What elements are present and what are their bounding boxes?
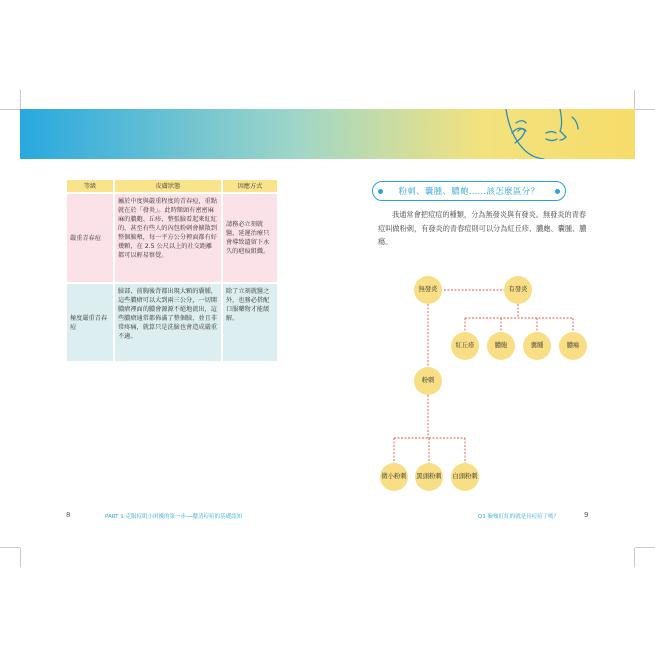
node-red-papule: 紅丘疹	[451, 332, 479, 360]
crop-mark	[635, 109, 655, 110]
table-header-row	[67, 180, 277, 193]
left-running-head: PART 1 克服痘肌小困擾的第一步──釐清痘痘的基礎認知	[105, 514, 243, 520]
node-cyst: 囊腫	[523, 332, 551, 360]
right-page-number: 9	[584, 511, 589, 519]
node-whitehead: 白頭粉刺	[451, 463, 479, 491]
right-running-head: Q1 臉頰紅紅的就是長痘痘了嗎？	[478, 514, 560, 520]
cell-level: 極度嚴重青春痘	[67, 283, 114, 361]
crop-mark	[0, 109, 20, 110]
acne-severity-table	[67, 180, 277, 361]
node-non-inflamed: 無發炎	[414, 276, 442, 304]
crop-mark	[635, 547, 655, 548]
table-row	[67, 193, 277, 283]
left-page-number: 8	[66, 511, 71, 519]
crop-mark	[0, 547, 20, 548]
crop-mark	[634, 90, 635, 109]
header-skin-state: 皮膚狀態	[114, 180, 222, 193]
body-paragraph: 我通常會把痘痘的種類，分為無發炎與有發炎。無發炎的青春痘叫做粉刺，有發炎的青春痘則可以分為紅丘疹、膿皰、囊腫、膿瘍。	[378, 210, 587, 246]
node-comedo: 粉刺	[414, 367, 442, 395]
node-abscess: 膿瘍	[559, 332, 587, 360]
cell-skin-state: 屬於中度與嚴重程度的青春痘，重點就在於「發炎」。此時額頭有密密麻麻的膿皰、丘疹，整張臉看起來紅紅的，甚至有些人的內包粉刺會擴散到整個臉頰，每一平方公分裡面都有好幾顆，在 2.5 公尺以上的社交距離都可以輕易察覺。	[114, 193, 222, 283]
node-inflamed: 有發炎	[504, 276, 532, 304]
cell-response: 除了立刻就醫之外，也務必搭配口服藥物才能緩解。	[222, 283, 277, 361]
crop-mark	[634, 548, 635, 567]
node-blackhead: 黑頭粉刺	[415, 463, 443, 491]
face-illustration-icon	[498, 109, 588, 159]
cell-level: 嚴重青春痘	[67, 193, 114, 283]
crop-mark	[20, 90, 21, 109]
crop-mark	[20, 548, 21, 567]
cell-response: 請務必立刻就醫，延遲治療只會導致遺留下永久的疤痕組織。	[222, 193, 277, 283]
table-row	[67, 283, 277, 361]
question-title: 粉刺、囊腫、膿皰……該怎麼區分？	[372, 181, 566, 201]
header-level: 等級	[67, 180, 114, 193]
node-microcomedo: 微小粉刺	[380, 463, 408, 491]
header-response: 因應方式	[222, 180, 277, 193]
cell-skin-state: 臉部、前胸後背都出現大顆的囊腫，這些膿瘡可以大到兩三公分，一切開膿瘡裡面的膿會源源不絕地流出，這些膿瘡通常都佈滿了整個臉，並且非常疼痛，就算只是洗臉也會造成嚴重不適。	[114, 283, 222, 361]
node-pustule: 膿皰	[487, 332, 515, 360]
